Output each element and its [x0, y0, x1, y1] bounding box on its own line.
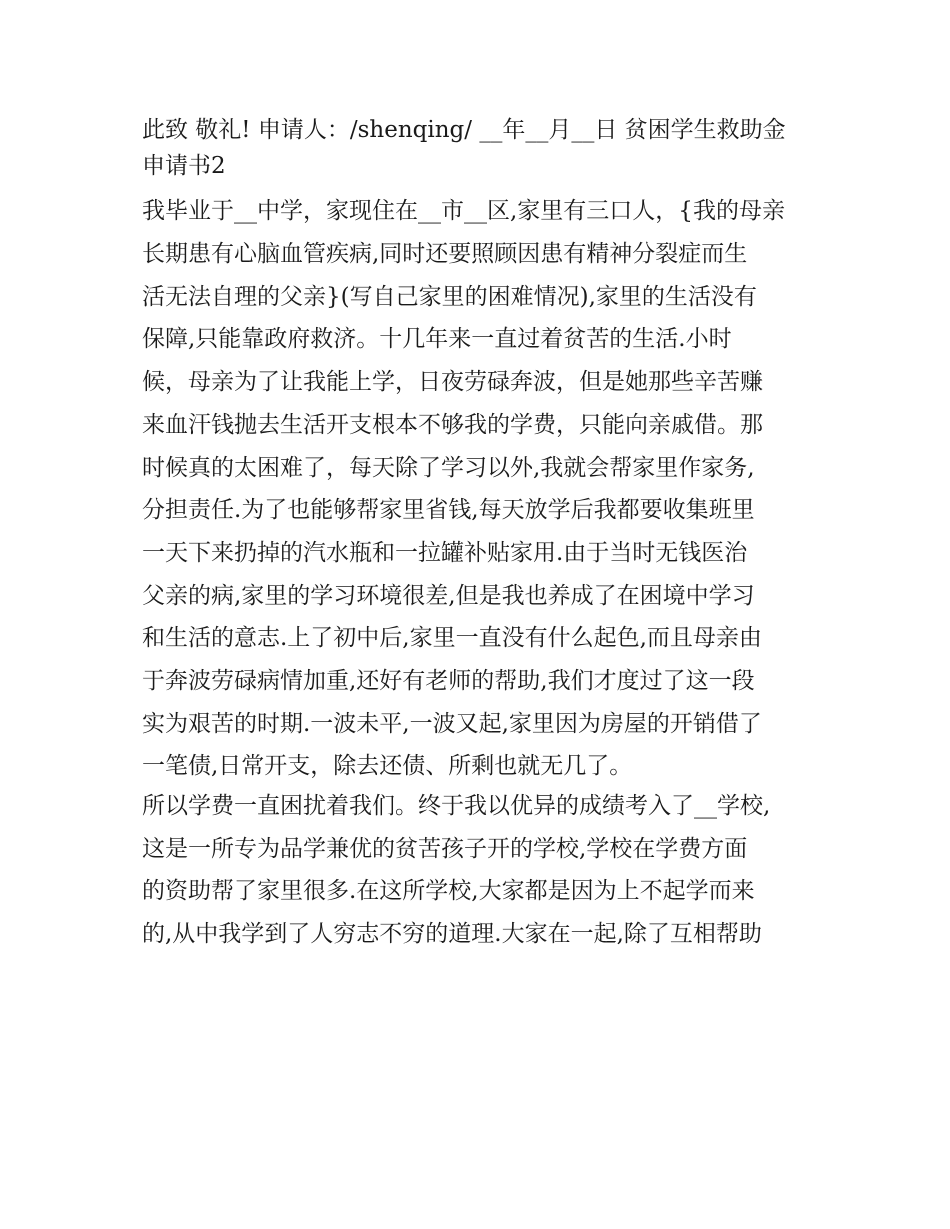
text-line-15: 实为艰苦的时期.一波未平,一波又起,家里因为房屋的开销借了 [142, 710, 762, 737]
text-line-18: 这是一所专为品学兼优的贫苦孩子开的学校,学校在学费方面 [142, 835, 748, 862]
text-line-9: 时候真的太困难了，每天除了学习以外,我就会帮家里作家务, [142, 454, 755, 481]
text-line-5: 活无法自理的父亲}(写自己家里的困难情况),家里的生活没有 [142, 283, 757, 310]
text-line-6: 保障,只能靠政府救济。十几年来一直过着贫苦的生活.小时 [142, 326, 732, 353]
text-line-19: 的资助帮了家里很多.在这所学校,大家都是因为上不起学而来 [142, 878, 755, 905]
text-line-3: 我毕业于__中学，家现住在__市__区,家里有三口人，{我的母亲 [142, 198, 785, 225]
document-body [142, 109, 812, 956]
text-line-12: 父亲的病,家里的学习环境很差,但是我也养成了在困境中学习 [142, 582, 755, 609]
text-line-7: 候，母亲为了让我能上学，日夜劳碌奔波，但是她那些辛苦赚 [142, 369, 763, 396]
text-line-16: 一笔债,日常开支，除去还债、所剩也就无几了。 [142, 753, 633, 780]
text-line-13: 和生活的意志.上了初中后,家里一直没有什么起色,而且母亲由 [142, 625, 762, 652]
text-line-1: 此致 敬礼! 申请人：/shenqing/ __年__月__日 贫困学生救助金 [142, 117, 786, 143]
text-line-10: 分担责任.为了也能够帮家里省钱,每天放学后我都要收集班里 [142, 497, 755, 524]
text-line-8: 来血汗钱抛去生活开支根本不够我的学费，只能向亲戚借。那 [142, 411, 763, 438]
text-line-4: 长期患有心脑血管疾病,同时还要照顾因患有精神分裂症而生 [142, 241, 748, 268]
text-line-20: 的,从中我学到了人穷志不穷的道理.大家在一起,除了互相帮助 [142, 921, 762, 948]
text-line-2: 申请书2 [142, 152, 226, 179]
text-line-14: 于奔波劳碌病情加重,还好有老师的帮助,我们才度过了这一段 [142, 667, 755, 694]
text-line-17: 所以学费一直困扰着我们。终于我以优异的成绩考入了__学校, [142, 793, 771, 819]
text-line-11: 一天下来扔掉的汽水瓶和一拉罐补贴家用.由于当时无钱医治 [142, 539, 748, 566]
